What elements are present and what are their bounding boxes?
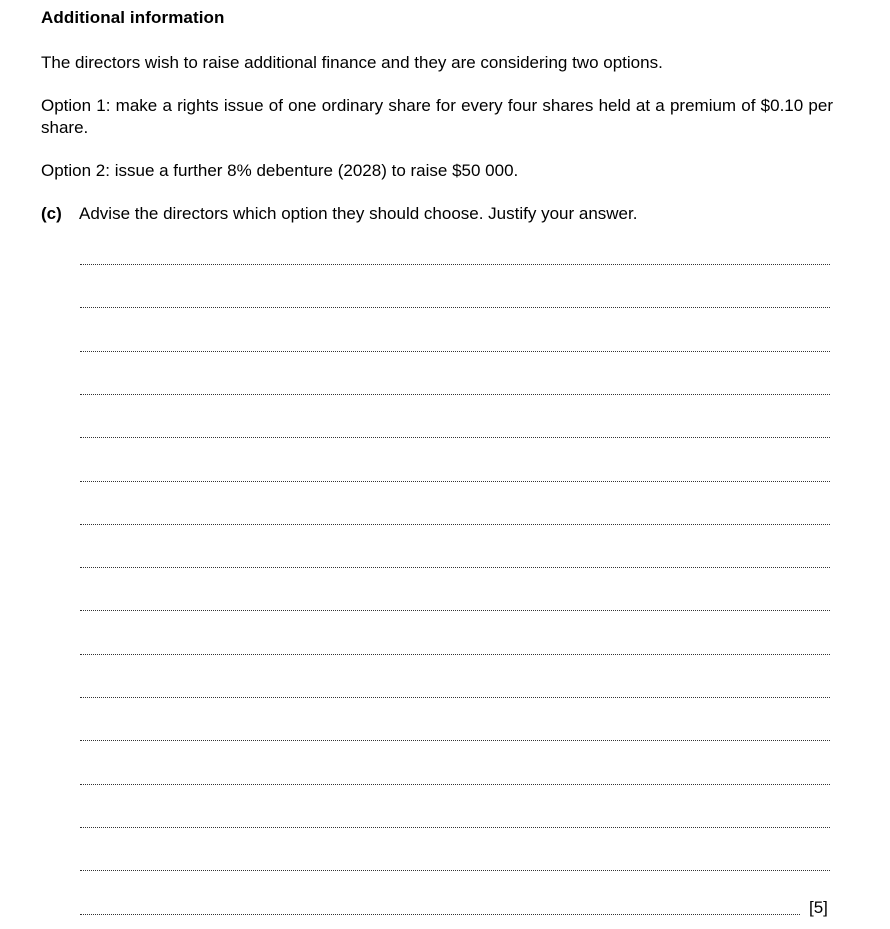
answer-line[interactable] xyxy=(80,784,830,785)
answer-line[interactable] xyxy=(80,351,830,352)
answer-line[interactable] xyxy=(80,697,830,698)
option-2-paragraph: Option 2: issue a further 8% debenture (2028) to raise $50 000. xyxy=(41,161,519,180)
option-1-paragraph: Option 1: make a rights issue of one ordinary share for every four shares held at a premium of $0.10 per share. xyxy=(41,96,833,137)
question-text: Advise the directors which option they should choose. Justify your answer. xyxy=(79,204,638,223)
answer-line[interactable] xyxy=(80,264,830,265)
answer-line[interactable] xyxy=(80,827,830,828)
section-heading: Additional information xyxy=(41,8,225,27)
answer-line[interactable] xyxy=(80,740,830,741)
answer-line[interactable] xyxy=(80,870,830,871)
question-label: (c) xyxy=(41,204,62,223)
answer-line[interactable] xyxy=(80,610,830,611)
intro-paragraph: The directors wish to raise additional finance and they are considering two options. xyxy=(41,53,663,72)
question-c xyxy=(41,203,637,225)
answer-line[interactable] xyxy=(80,394,830,395)
marks-allocation: [5] xyxy=(809,898,828,917)
answer-line[interactable] xyxy=(80,567,830,568)
answer-line[interactable] xyxy=(80,481,830,482)
answer-line[interactable] xyxy=(80,914,800,915)
answer-line[interactable] xyxy=(80,654,830,655)
answer-line[interactable] xyxy=(80,524,830,525)
answer-line[interactable] xyxy=(80,437,830,438)
answer-line[interactable] xyxy=(80,307,830,308)
